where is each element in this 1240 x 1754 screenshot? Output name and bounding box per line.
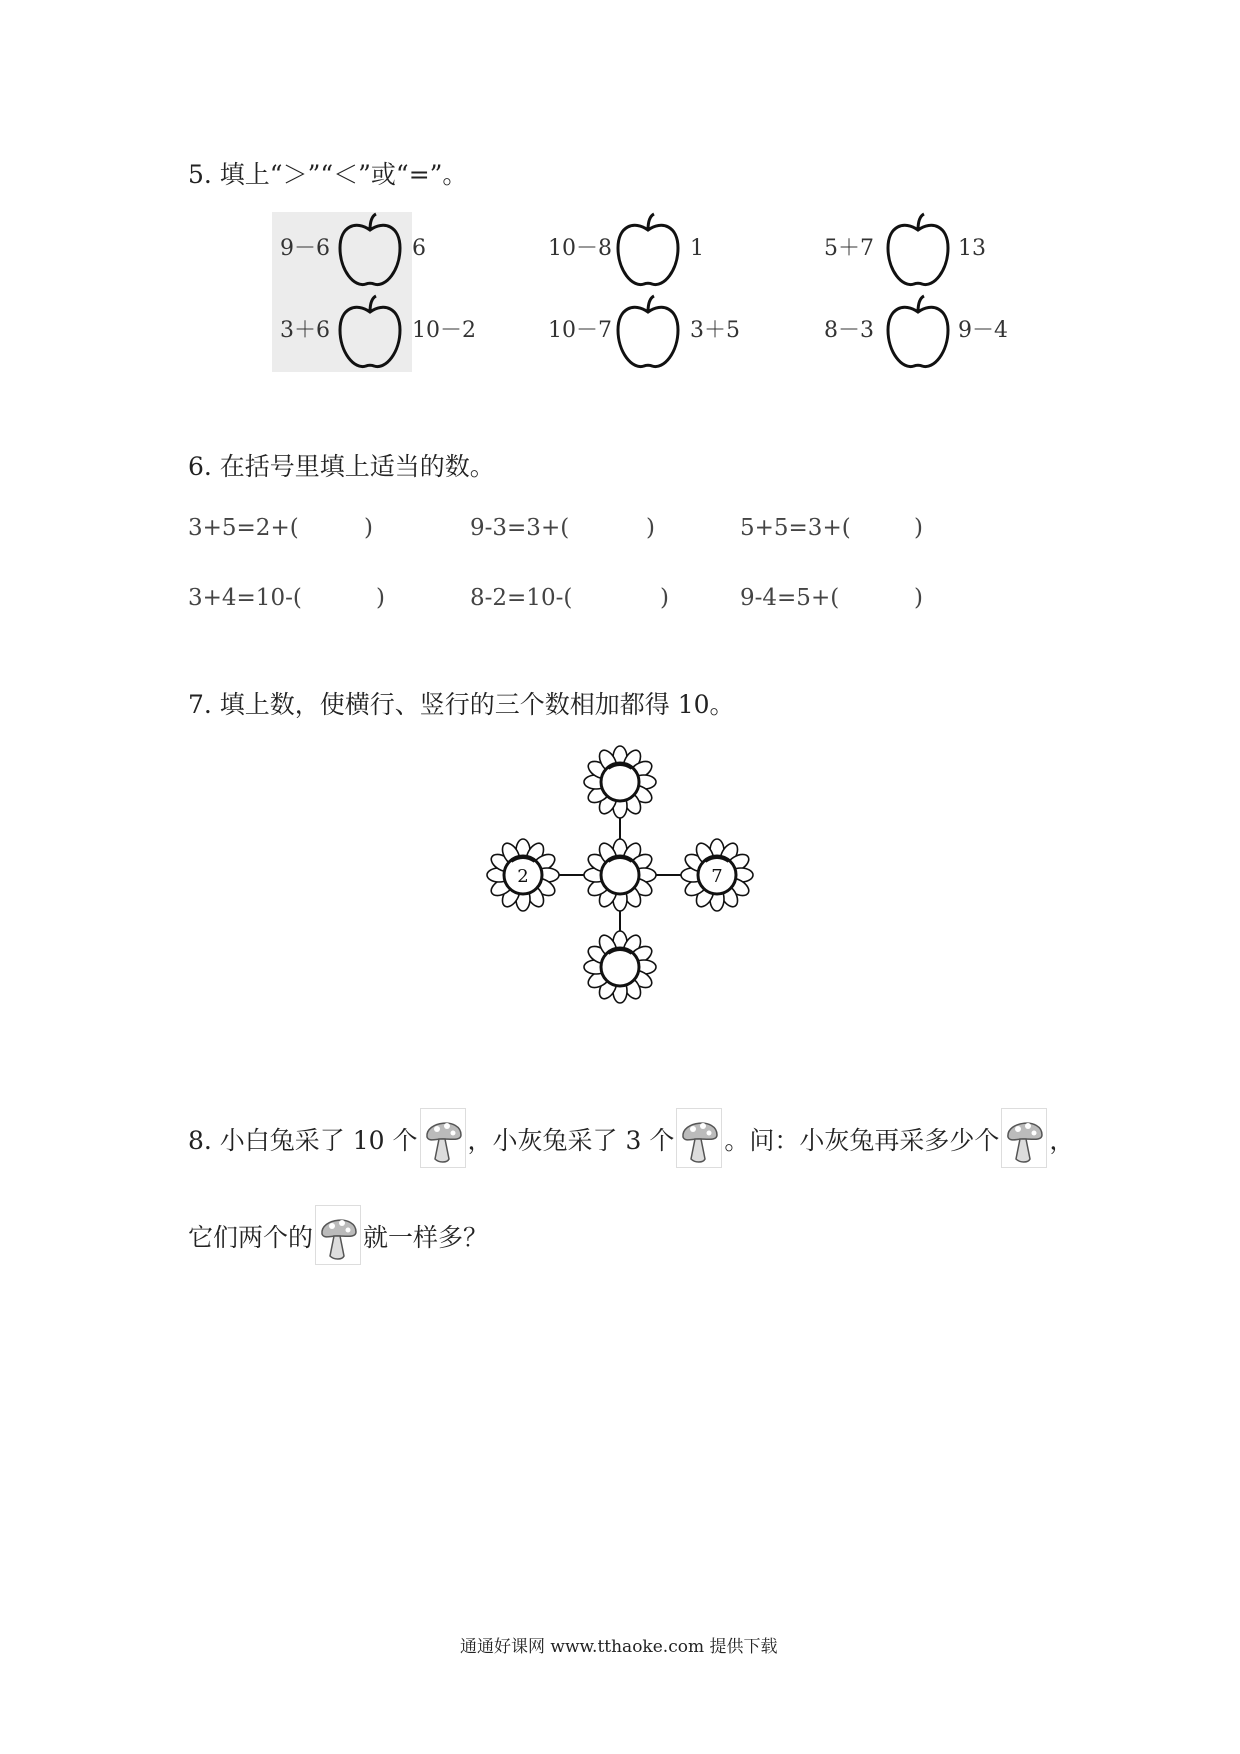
- q7-diagram: [480, 735, 760, 1015]
- q8-line-2-part-a: 它们两个的: [188, 1223, 314, 1252]
- q5-comparison-panel: [272, 212, 1018, 372]
- q8-line-1-part-c: 。问：小灰兔再采多少个: [724, 1126, 1000, 1155]
- q8-line-1-part-b: ，小灰兔采了 3 个: [467, 1126, 675, 1155]
- q6-r1-c2-expr: 9-3=3+(: [470, 515, 570, 541]
- mushroom-icon: [1001, 1108, 1047, 1168]
- q5-item-5-left: 10－7: [548, 318, 612, 343]
- q7-flower-cross: [480, 735, 760, 1015]
- q6-r1-c3-expr: 5+5=3+(: [740, 515, 851, 541]
- mushroom-icon: [315, 1205, 361, 1265]
- flower-icon[interactable]: [584, 931, 656, 1003]
- q6-r2-c3-close: ): [914, 585, 923, 611]
- q6-r2-c1-close: ): [376, 585, 385, 611]
- q5-item-1-left: 9－6: [280, 236, 330, 261]
- q6-r2-c1-expr: 3+4=10-(: [188, 585, 302, 611]
- q6-r2-c2-close: ): [660, 585, 669, 611]
- q5-item-3-right: 13: [958, 236, 986, 261]
- q5-item-2-right: 1: [690, 236, 704, 261]
- q6-r1-c3-close: ): [914, 515, 923, 541]
- q5-item-1-right: 6: [412, 236, 426, 261]
- q8-line-1-part-d: ，: [1049, 1126, 1075, 1155]
- q7-title: 7. 填上数，使横行、竖行的三个数相加都得 10。: [188, 690, 735, 719]
- q8-line-2: [188, 1205, 488, 1267]
- q5-item-3-left: 5＋7: [824, 236, 874, 261]
- q5-item-6-left: 8－3: [824, 318, 874, 343]
- q5-item-6-right: 9－4: [958, 318, 1008, 343]
- q5-item-5-right: 3＋5: [690, 318, 740, 343]
- q5-item-4-left: 3＋6: [280, 318, 330, 343]
- apple-icon[interactable]: [884, 212, 952, 290]
- q8-line-1: [188, 1108, 1074, 1170]
- q6-r2-c2-expr: 8-2=10-(: [470, 585, 573, 611]
- q8-line-1-part-a: 8. 小白兔采了 10 个: [188, 1126, 418, 1155]
- q6-r2-c3-expr: 9-4=5+(: [740, 585, 840, 611]
- apple-icon[interactable]: [336, 212, 404, 290]
- q8-line-2-part-b: 就一样多？: [363, 1223, 489, 1252]
- q6-r1-c1-close: ): [364, 515, 373, 541]
- q5-title: 5. 填上“＞”“＜”或“=”。: [188, 160, 468, 189]
- apple-icon[interactable]: [884, 294, 952, 372]
- q6-r1-c1-expr: 3+5=2+(: [188, 515, 299, 541]
- mushroom-icon: [420, 1108, 466, 1168]
- flower-icon[interactable]: [584, 839, 656, 911]
- mushroom-icon: [676, 1108, 722, 1168]
- apple-icon[interactable]: [614, 212, 682, 290]
- q6-title: 6. 在括号里填上适当的数。: [188, 452, 495, 481]
- apple-icon[interactable]: [336, 294, 404, 372]
- flower-right-value: 7: [711, 866, 723, 887]
- apple-icon[interactable]: [614, 294, 682, 372]
- q6-r1-c2-close: ): [646, 515, 655, 541]
- q5-item-2-left: 10－8: [548, 236, 612, 261]
- flower-left-value: 2: [517, 866, 529, 887]
- flower-icon[interactable]: [584, 746, 656, 818]
- q5-item-4-right: 10－2: [412, 318, 476, 343]
- footer-credit: 通通好课网 www.tthaoke.com 提供下载: [460, 1637, 778, 1657]
